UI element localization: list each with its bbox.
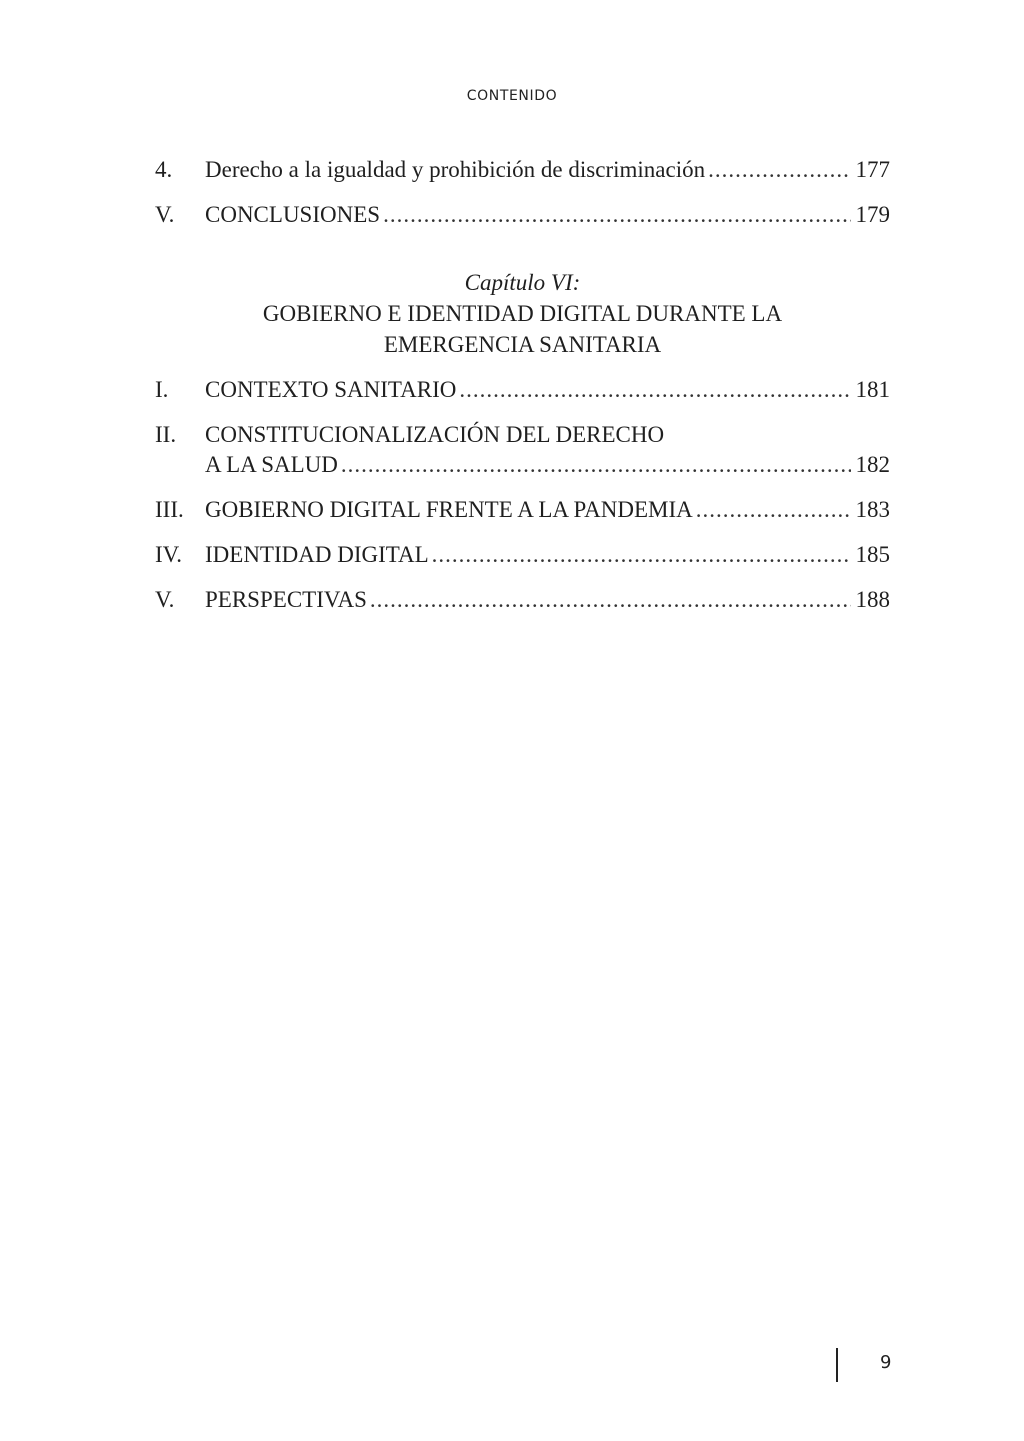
toc-entry — [155, 375, 890, 405]
toc-entry-number: IV. — [155, 542, 183, 567]
toc-entry — [155, 155, 890, 185]
table-of-contents — [155, 155, 890, 615]
toc-entry-title: Derecho a la igualdad y prohibición de discriminación — [205, 157, 706, 182]
toc-entry-number: V. — [155, 202, 175, 227]
toc-entry-page: 185 — [855, 542, 890, 567]
toc-entry — [155, 540, 890, 570]
page-number: 9 — [880, 1352, 892, 1373]
chapter-title-line-1: GOBIERNO E IDENTIDAD DIGITAL DURANTE LA — [262, 301, 783, 326]
toc-entry-title: IDENTIDAD DIGITAL — [205, 542, 429, 567]
dot-leader — [696, 495, 851, 525]
toc-entry-title: GOBIERNO DIGITAL FRENTE A LA PANDEMIA — [205, 497, 693, 522]
dot-leader — [370, 585, 851, 615]
toc-entry-number: V. — [155, 587, 175, 612]
chapter-label: Capítulo VI: — [464, 270, 581, 295]
toc-entry — [155, 200, 890, 230]
toc-entry-number: 4. — [155, 157, 173, 182]
toc-entry — [155, 585, 890, 615]
toc-entry-title-line-2: A LA SALUD — [205, 452, 338, 477]
dot-leader — [341, 450, 851, 480]
toc-entry-title-line-1: CONSTITUCIONALIZACIÓN DEL DERECHO — [205, 422, 665, 447]
running-head: CONTENIDO — [466, 88, 558, 104]
toc-entry — [155, 495, 890, 525]
dot-leader — [708, 155, 850, 185]
toc-entry-page: 181 — [855, 377, 890, 402]
dot-leader — [432, 540, 851, 570]
toc-entry-page: 182 — [855, 452, 890, 477]
toc-entry-number: I. — [155, 377, 169, 402]
toc-entry-page: 177 — [855, 157, 890, 182]
folio-rule — [836, 1348, 838, 1382]
chapter-title-line-2: EMERGENCIA SANITARIA — [383, 332, 662, 357]
toc-entry-title: CONTEXTO SANITARIO — [205, 377, 457, 402]
toc-entry-number: III. — [155, 497, 184, 522]
toc-entry-title: CONCLUSIONES — [205, 202, 381, 227]
toc-entry-page: 188 — [855, 587, 890, 612]
toc-entry-number: II. — [155, 422, 177, 447]
toc-entry — [155, 420, 890, 480]
toc-entry-page: 183 — [855, 497, 890, 522]
toc-entry-title: PERSPECTIVAS — [205, 587, 367, 612]
toc-entry-page: 179 — [855, 202, 890, 227]
dot-leader — [459, 375, 850, 405]
dot-leader — [383, 200, 850, 230]
chapter-heading — [155, 268, 890, 360]
